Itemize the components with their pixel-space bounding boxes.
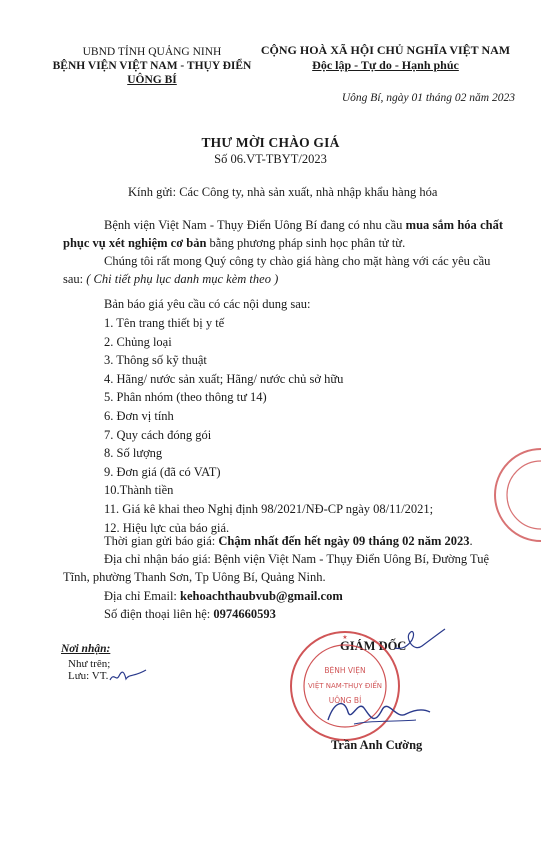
org-line-3: UÔNG BÍ bbox=[127, 74, 177, 86]
paragraph-purpose bbox=[63, 216, 503, 252]
svg-text:★: ★ bbox=[342, 634, 348, 641]
email-value: kehoachthaubvub@gmail.com bbox=[180, 589, 343, 603]
list-item: 10.Thành tiền bbox=[104, 483, 174, 498]
reference-number: Số 06.VT-TBYT/2023 bbox=[214, 152, 327, 166]
paragraph-request bbox=[63, 252, 503, 288]
phone-value: 0974660593 bbox=[213, 607, 276, 621]
para1-prefix: Bệnh viện Việt Nam - Thụy Điển Uông Bí đang có nhu cầu bbox=[104, 218, 406, 232]
recipients-title: Nơi nhận: bbox=[61, 643, 111, 655]
director-signature-icon bbox=[324, 690, 434, 732]
edge-stamp-icon bbox=[500, 445, 541, 545]
initials-scribble-icon bbox=[108, 668, 148, 684]
phone-label: Số điện thoại liên hệ: bbox=[104, 607, 214, 621]
requirements-intro: Bản báo giá yêu cầu có các nội dung sau: bbox=[104, 297, 311, 311]
para2-note: ( Chi tiết phụ lục danh mục kèm theo ) bbox=[86, 272, 279, 286]
deadline-end: . bbox=[469, 534, 473, 548]
list-item: 1. Tên trang thiết bị y tế bbox=[104, 316, 225, 330]
date-line: Uông Bí, ngày 01 tháng 02 năm 2023 bbox=[341, 92, 515, 104]
director-name: Trần Anh Cường bbox=[331, 738, 423, 752]
list-item: 7. Quy cách đóng gói bbox=[104, 427, 212, 442]
issuing-organization bbox=[52, 45, 252, 87]
email-label: Địa chỉ Email: bbox=[104, 589, 181, 603]
list-item: 4. Hãng/ nước sản xuất; Hãng/ nước chủ sở hữu bbox=[104, 371, 344, 386]
stamp-line-3: UÔNG BÍ bbox=[328, 696, 362, 705]
org-line-1: UBND TỈNH QUẢNG NINH bbox=[82, 46, 222, 58]
address-line: Địa chỉ nhận báo giá: Bệnh viện Việt Nam - Thụy Điển Uông Bí, Đường Tuệ Tĩnh, phường Thanh Sơn, Tp Uông Bí, Quảng Ninh. bbox=[63, 552, 490, 584]
motto: Độc lập - Tự do - Hạnh phúc bbox=[312, 58, 459, 72]
recipient-line: Lưu: VT. bbox=[68, 670, 109, 682]
national-header bbox=[258, 43, 513, 73]
greeting: Kính gửi: Các Công ty, nhà sản xuất, nhà nhập khẩu hàng hóa bbox=[128, 185, 438, 199]
para2-text: Chúng tôi rất mong Quý công ty chào giá hàng cho mặt hàng với các yêu cầu sau: bbox=[63, 254, 491, 286]
recipient-line: Như trên; bbox=[68, 658, 111, 670]
list-item: 2. Chủng loại bbox=[104, 334, 172, 349]
list-item: 6. Đơn vị tính bbox=[104, 408, 174, 423]
deadline-line bbox=[104, 532, 514, 550]
deadline-label: Thời gian gửi báo giá: bbox=[104, 534, 219, 548]
para1-bold: mua sắm hóa chất phục vụ xét nghiệm cơ bản bbox=[63, 218, 503, 250]
org-line-2: BỆNH VIỆN VIỆT NAM - THỤY ĐIỂN bbox=[52, 60, 252, 72]
list-item: 12. Hiệu lực của báo giá. bbox=[104, 520, 230, 535]
list-item: 11. Giá kê khai theo Nghị định 98/2021/NĐ-CP ngày 08/11/2021; bbox=[104, 501, 434, 516]
list-item: 8. Số lượng bbox=[104, 446, 163, 461]
list-item: 3. Thông số kỹ thuật bbox=[104, 353, 207, 368]
stamp-line-1: BỆNH VIỆN bbox=[324, 666, 366, 675]
stamp-line-2: VIỆT NAM-THỤY ĐIỂN bbox=[307, 682, 383, 690]
nation-name: CỘNG HOÀ XÃ HỘI CHỦ NGHĨA VIỆT NAM bbox=[260, 43, 511, 57]
list-item: 9. Đơn giá (đã có VAT) bbox=[104, 464, 221, 479]
deadline-value: Chậm nhất đến hết ngày 09 tháng 02 năm 2023 bbox=[218, 534, 470, 548]
director-title: GIÁM ĐỐC bbox=[340, 639, 407, 653]
email-line bbox=[104, 587, 343, 605]
document-title: THƯ MỜI CHÀO GIÁ bbox=[201, 135, 340, 150]
list-item: 5. Phân nhóm (theo thông tư 14) bbox=[104, 390, 267, 405]
phone-line bbox=[104, 605, 276, 623]
requirements-list bbox=[104, 314, 514, 537]
para1-suffix: bằng phương pháp sinh học phân tử từ. bbox=[206, 236, 406, 250]
